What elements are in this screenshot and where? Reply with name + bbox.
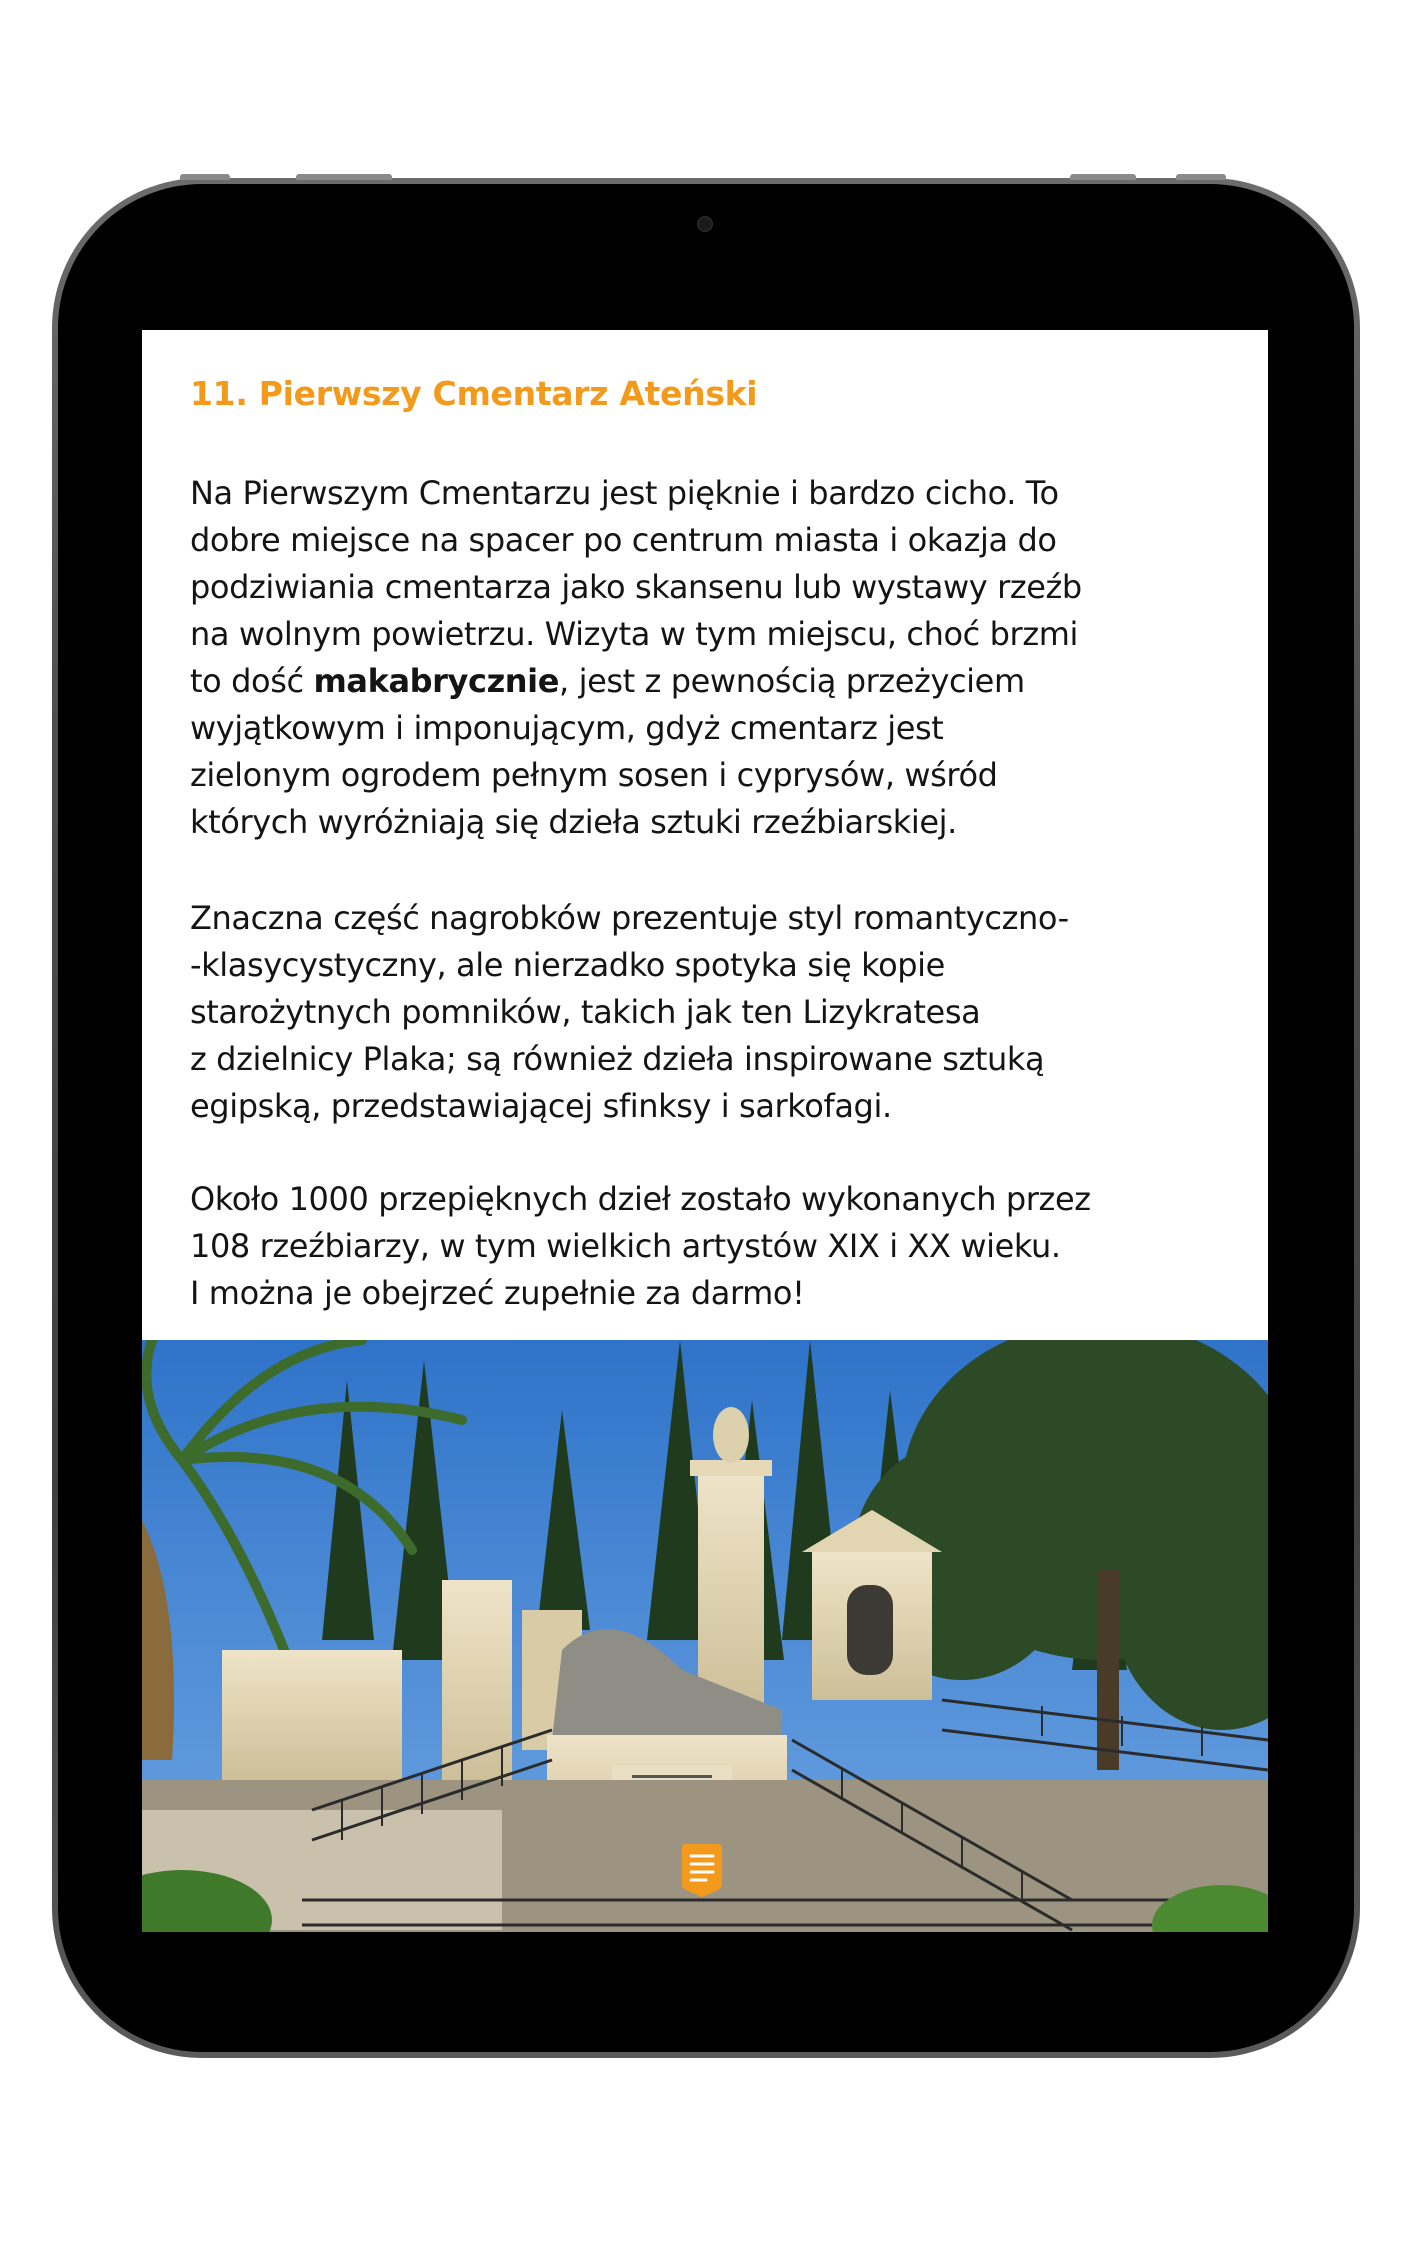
text-line: Na Pierwszym Cmentarzu jest pięknie i bardzo cicho. To: [190, 474, 1059, 512]
text-line: dobre miejsce na spacer po centrum miasta i okazja do: [190, 521, 1057, 559]
text-line: Znaczna część nagrobków prezentuje styl romantyczno-: [190, 899, 1069, 937]
text-line: zielonym ogrodem pełnym sosen i cyprysów, wśród: [190, 756, 998, 794]
text-line: których wyróżniają się dzieła sztuki rzeźbiarskiej.: [190, 803, 957, 841]
document-note-icon[interactable]: [678, 1842, 726, 1900]
text-line: wyjątkowym i imponującym, gdyż cmentarz jest: [190, 709, 944, 747]
paragraph-3: [190, 1176, 1230, 1317]
text-line: egipską, przedstawiającej sfinksy i sarkofagi.: [190, 1087, 892, 1125]
hardware-button: [1176, 174, 1226, 180]
text-line: z dzielnicy Plaka; są również dzieła inspirowane sztuką: [190, 1040, 1045, 1078]
bold-word: makabrycznie: [313, 662, 560, 700]
text-fragment: to dość: [190, 662, 314, 700]
text-fragment: , jest z pewnością przeżyciem: [559, 662, 1025, 700]
text-line: podziwiania cmentarza jako skansenu lub wystawy rzeźb: [190, 568, 1082, 606]
text-line: na wolnym powietrzu. Wizyta w tym miejscu, choć brzmi: [190, 615, 1078, 653]
text-line: I można je obejrzeć zupełnie za darmo!: [190, 1274, 805, 1312]
section-heading: 11. Pierwszy Cmentarz Ateński: [190, 374, 758, 413]
tablet-screen: [142, 268, 1268, 1975]
hardware-button: [1070, 174, 1136, 180]
hardware-button: [180, 174, 230, 180]
hardware-button: [296, 174, 392, 180]
text-line: -klasycystyczny, ale nierzadko spotyka się kopie: [190, 946, 945, 984]
text-line: [190, 658, 1230, 705]
text-line: starożytnych pomników, takich jak ten Lizykratesa: [190, 993, 981, 1031]
front-camera: [697, 216, 713, 232]
ebook-page[interactable]: [142, 330, 1268, 1932]
paragraph-2: [190, 895, 1230, 1130]
text-line: 108 rzeźbiarzy, w tym wielkich artystów XIX i XX wieku.: [190, 1227, 1061, 1265]
paragraph-1: [190, 470, 1230, 846]
text-line: Około 1000 przepięknych dzieł zostało wykonanych przez: [190, 1180, 1091, 1218]
